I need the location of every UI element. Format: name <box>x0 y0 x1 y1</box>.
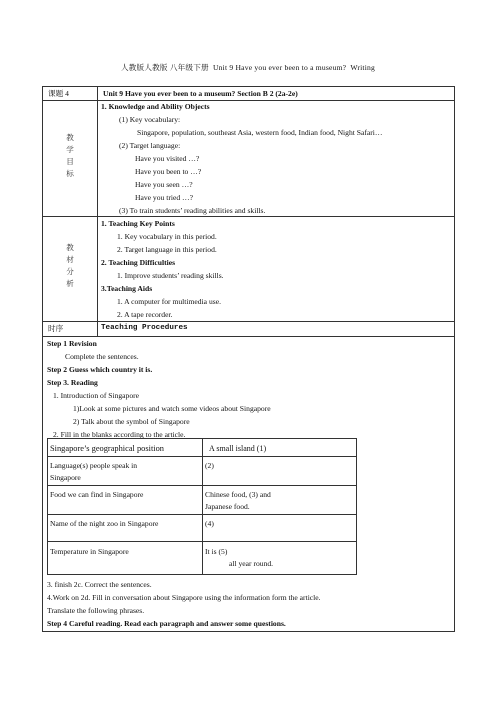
column-divider <box>97 87 98 336</box>
analysis-line: 1. A computer for multimedia use. <box>117 297 221 306</box>
step-line: 3. finish 2c. Correct the sentences. <box>47 580 152 589</box>
analysis-line: 2. Target language in this period. <box>117 245 217 254</box>
table-cell: (2) <box>205 461 214 470</box>
objectives-line: Have you tried …? <box>135 193 193 202</box>
analysis-side-label: 教 材 分 析 <box>66 243 74 288</box>
table-cell: Chinese food, (3) and <box>205 490 271 499</box>
step-line: 1. Introduction of Singapore <box>53 391 140 400</box>
step-heading: Step 3. Reading <box>47 378 98 387</box>
procedures-heading: Teaching Procedures <box>101 324 188 332</box>
analysis-heading: 3.Teaching Aids <box>101 284 153 293</box>
fill-in-table <box>47 438 357 575</box>
step-line: 2. Fill in the blanks according to the article. <box>53 430 186 439</box>
row-divider <box>43 216 454 217</box>
table-cell: A small island (1) <box>209 444 267 453</box>
table-cell: Singapore <box>50 473 81 482</box>
step-heading: Step 1 Revision <box>47 339 97 348</box>
table-cell: Temperature in Singapore <box>50 547 129 556</box>
objectives-line: Singapore, population, southeast Asia, western food, Indian food, Night Safari… <box>137 128 383 137</box>
table-cell: Language(s) people speak in <box>50 461 138 470</box>
analysis-heading: 2. Teaching Difficulties <box>101 258 176 267</box>
sequence-label: 时序 <box>48 324 64 333</box>
step-line: Translate the following phrases. <box>47 606 145 615</box>
objectives-line: (1) Key vocabulary: <box>119 115 181 124</box>
objectives-line: Have you been to …? <box>135 167 202 176</box>
lesson-value: Unit 9 Have you ever been to a museum? Section B 2 (2a-2e) <box>103 89 298 98</box>
table-cell: It is (5) <box>205 547 228 556</box>
step-heading: Step 2 Guess which country it is. <box>47 365 153 374</box>
row-divider <box>43 336 454 337</box>
analysis-line: 2. A tape recorder. <box>117 310 173 319</box>
objectives-line: (2) Target language: <box>119 141 181 150</box>
document-title: 人教版人教版 八年级下册 Unit 9 Have you ever been to a museum? Writing <box>120 63 376 72</box>
objectives-heading: 1. Knowledge and Ability Objects <box>101 102 210 111</box>
step-line: 1)Look at some pictures and watch some videos about Singapore <box>73 404 271 413</box>
objectives-line: Have you visited …? <box>135 154 200 163</box>
table-cell: (4) <box>205 519 214 528</box>
analysis-line: 1. Improve students’ reading skills. <box>117 271 224 280</box>
row-divider <box>43 321 454 322</box>
analysis-line: 1. Key vocabulary in this period. <box>117 232 217 241</box>
table-cell: Singapore’s geographical position <box>50 444 164 453</box>
step-heading: Step 4 Careful reading. Read each paragraph and answer some questions. <box>47 619 286 628</box>
step-line: 2) Talk about the symbol of Singapore <box>73 417 190 426</box>
row-divider <box>43 100 454 101</box>
lesson-label: 课题 4 <box>48 89 69 98</box>
objectives-line: (3) To train students’ reading abilities and skills. <box>119 206 266 215</box>
objectives-line: Have you seen …? <box>135 180 193 189</box>
table-cell: Name of the night zoo in Singapore <box>50 519 159 528</box>
table-cell: Food we can find in Singapore <box>50 490 144 499</box>
table-cell: Japanese food. <box>205 502 250 511</box>
lesson-plan-table <box>42 86 455 632</box>
objectives-side-label: 教 学 目 标 <box>66 133 74 178</box>
step-line: 4.Work on 2d. Fill in conversation about Singapore using the information form the article. <box>47 593 321 602</box>
table-cell: all year round. <box>229 559 274 568</box>
analysis-heading: 1. Teaching Key Points <box>101 219 175 228</box>
step-line: Complete the sentences. <box>65 352 139 361</box>
